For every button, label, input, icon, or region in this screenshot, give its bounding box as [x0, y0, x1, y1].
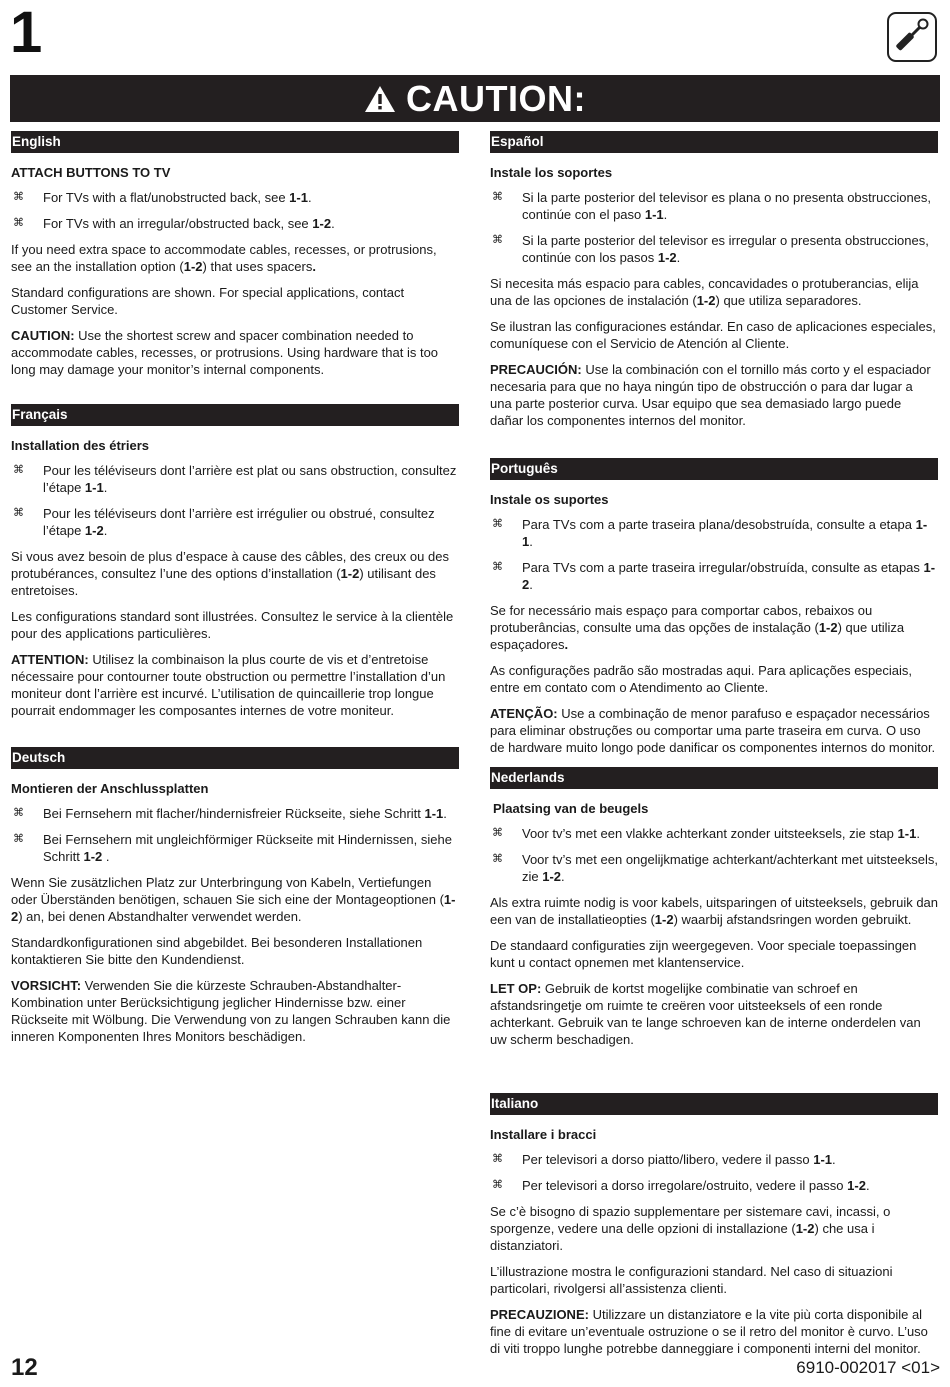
lang-bar-deutsch: Deutsch — [11, 747, 459, 769]
section-deutsch — [11, 747, 459, 1054]
bullet-icon: ⌘ — [492, 191, 503, 203]
paragraph: De standaard configuraties zijn weergegeven. Voor speciale toepassingen kunt u contact opnemen met klantenservice. — [490, 938, 917, 970]
list-item: ⌘ Per televisori a dorso irregolare/ostruito, vedere il passo 1-2. — [492, 1178, 870, 1193]
bullet-icon: ⌘ — [13, 464, 24, 476]
paragraph: Standardkonfigurationen sind abgebildet. Bei besonderen Installationen kontaktieren Sie bitte den Kundendienst. — [11, 935, 423, 967]
paragraph: Se ilustran las configuraciones estándar. En caso de aplicaciones especiales, comuníquese con el Servicio de Atención al Cliente. — [490, 319, 936, 351]
bullet-icon: ⌘ — [492, 827, 503, 839]
bullet-icon: ⌘ — [492, 518, 503, 530]
bullet-icon: ⌘ — [492, 1153, 503, 1165]
list-item: ⌘ Si la parte posterior del televisor es plana o no presenta obstrucciones, continúe con el paso 1-1. — [492, 190, 932, 222]
section-heading: ATTACH BUTTONS TO TV — [11, 165, 171, 180]
list-item: ⌘ Pour les téléviseurs dont l’arrière est plat ou sans obstruction, consultez l’étape 1-1. — [13, 463, 457, 495]
bullet-icon: ⌘ — [13, 217, 24, 229]
caution-banner — [10, 75, 940, 122]
bullet-icon: ⌘ — [13, 833, 24, 845]
lang-bar-italiano: Italiano — [490, 1093, 938, 1115]
paragraph: Si vous avez besoin de plus d’espace à cause des câbles, des creux ou des protubérances, consultez l’une des options d’installation (1-2) utilisant des entretoises. — [11, 549, 449, 598]
paragraph: Les configurations standard sont illustrées. Consultez le service à la clientèle pour des applications particulières. — [11, 609, 454, 641]
section-italiano — [490, 1093, 938, 1366]
paragraph: Se c’è bisogno di spazio supplementare per sistemare cavi, incassi, o sporgenze, vedere una delle opzioni di installazione (1-2) che usa i distanziatori. — [490, 1204, 891, 1253]
caution-paragraph: CAUTION: Use the shortest screw and spacer combination needed to accommodate cables, recesses, or protrusions. Using hardware that is too long may damage your monitor’s internal components. — [11, 328, 439, 377]
lang-bar-espanol: Español — [490, 131, 938, 153]
caution-paragraph: PRECAUZIONE: Utilizzare un distanziatore e la vite più corta disponibile al fine di evitare un’eventuale ostruzione o se il retro del monitor è curvo. L’uso di viti troppo lunghe potrebbe danneggiare i componenti interni del monitor. — [490, 1307, 928, 1356]
section-espanol — [490, 131, 938, 438]
caution-paragraph: VORSICHT: Verwenden Sie die kürzeste Schrauben-Abstandhalter-Kombination unter Berücksichtigung jeglicher Hindernisse bzw. einer Rückseite mit Wölbung. Die Verwendung von zu langen Schrauben kann die inneren Komponenten Ihres Monitors beschädigen. — [11, 978, 451, 1044]
lang-bar-english: English — [11, 131, 459, 153]
section-nederlands — [490, 767, 938, 1057]
lang-bar-nederlands: Nederlands — [490, 767, 938, 789]
list-item: ⌘ Bei Fernsehern mit flacher/hindernisfreier Rückseite, siehe Schritt 1-1. — [13, 806, 447, 821]
caution-title: CAUTION: — [406, 77, 586, 119]
list-item: ⌘ Si la parte posterior del televisor es irregular o presenta obstrucciones, continúe con los pasos 1-2. — [492, 233, 929, 265]
list-item: ⌘ Voor tv’s met een ongelijkmatige achterkant/achterkant met uitsteeksels, zie 1-2. — [492, 852, 938, 884]
bullet-icon: ⌘ — [492, 1179, 503, 1191]
document-code: 6910-002017 <01> — [796, 1358, 940, 1377]
section-heading: Instale os suportes — [490, 492, 609, 507]
section-heading: Plaatsing van de beugels — [493, 801, 649, 816]
list-item: ⌘ Pour les téléviseurs dont l’arrière est irrégulier ou obstrué, consultez l’étape 1-2. — [13, 506, 435, 538]
bullet-icon: ⌘ — [492, 853, 503, 865]
list-item: ⌘ For TVs with a flat/unobstructed back, see 1-1. — [13, 190, 312, 205]
list-item: ⌘ Bei Fernsehern mit ungleichförmiger Rückseite mit Hindernissen, siehe Schritt 1-2 . — [13, 832, 452, 864]
list-item: ⌘ Para TVs com a parte traseira irregular/obstruída, consulte as etapas 1-2. — [492, 560, 936, 592]
lang-bar-francais: Français — [11, 404, 459, 426]
list-item: ⌘ Voor tv’s met een vlakke achterkant zonder uitsteeksels, zie stap 1-1. — [492, 826, 920, 841]
bullet-icon: ⌘ — [13, 191, 24, 203]
caution-paragraph: LET OP: Gebruik de kortst mogelijke combinatie van schroef en afstandsringetje om ruimte te creëren voor uitsteeksels of een ronde achterkant. Gebruik van te lange schroeven kan de interne onderdelen van uw scherm beschadigen. — [490, 981, 921, 1047]
list-item: ⌘ For TVs with an irregular/obstructed back, see 1-2. — [13, 216, 335, 231]
section-heading: Installare i bracci — [490, 1127, 597, 1142]
paragraph: Wenn Sie zusätzlichen Platz zur Unterbringung von Kabeln, Vertiefungen oder Überständen benötigen, schauen Sie sich eine der Montageoptionen (1-2) an, bei denen Abstandhalter verwendet werden. — [11, 875, 456, 924]
paragraph: Als extra ruimte nodig is voor kabels, uitsparingen of uitsteeksels, gebruik dan een van de installatieopties (1-2) waarbij afstandsringen worden gebruikt. — [490, 895, 939, 927]
lang-bar-portugues: Português — [490, 458, 938, 480]
section-portugues — [490, 458, 938, 765]
warning-icon — [364, 85, 396, 113]
list-item: ⌘ Para TVs com a parte traseira plana/desobstruída, consulte a etapa 1-1. — [492, 517, 928, 549]
paragraph: Standard configurations are shown. For special applications, contact Customer Service. — [11, 285, 405, 317]
paragraph: As configurações padrão são mostradas aqui. Para aplicações especiais, entre em contato com o Atendimento ao Cliente. — [490, 663, 913, 695]
page-number: 12 — [11, 1354, 38, 1381]
paragraph: If you need extra space to accommodate cables, recesses, or protrusions, see an the installation option (1-2) that uses spacers. — [11, 242, 437, 274]
caution-paragraph: ATENÇÃO: Use a combinação de menor parafuso e espaçador necessários para eliminar obstruções ou comportar uma parte traseira em curva. O uso de hardware muito longo pode danificar os componentes internos do monitor. — [490, 706, 936, 755]
caution-paragraph: ATTENTION: Utilisez la combinaison la plus courte de vis et d’entretoise nécessaire pour contourner toute obstruction ou permettre l’installation d’un moniteur dont l’arrière est incurvé. L’utilisation de quincaillerie trop longue pourrait endommager les composantes internes de votre moniteur. — [11, 652, 446, 718]
bullet-icon: ⌘ — [492, 234, 503, 246]
caution-paragraph: PRECAUCIÓN: Use la combinación con el tornillo más corto y el espaciador necesaria para que no haya ningún tipo de obstrucción o para dar lugar a una parte posterior curva. Usar equipo que sea demasiado largo puede dañar los componentes internos del monitor. — [490, 362, 931, 428]
bullet-icon: ⌘ — [492, 561, 503, 573]
section-english — [11, 131, 459, 387]
section-francais — [11, 404, 459, 728]
section-heading: Installation des étriers — [11, 438, 149, 453]
paragraph: L’illustrazione mostra le configurazioni standard. Nel caso di situazioni particolari, rivolgersi all’assistenza clienti. — [490, 1264, 893, 1296]
list-item: ⌘ Per televisori a dorso piatto/libero, vedere il passo 1-1. — [492, 1152, 836, 1167]
paragraph: Se for necessário mais espaço para comportar cabos, rebaixos ou protuberâncias, consulte uma das opções de instalação (1-2) que utiliza espaçadores. — [490, 603, 905, 652]
section-heading: Instale los soportes — [490, 165, 613, 180]
screwdriver-icon — [887, 12, 937, 62]
section-heading: Montieren der Anschlussplatten — [11, 781, 209, 796]
step-number: 1 — [10, 0, 43, 65]
bullet-icon: ⌘ — [13, 507, 24, 519]
paragraph: Si necesita más espacio para cables, concavidades o protuberancias, elija una de las opciones de instalación (1-2) que utiliza separadores. — [490, 276, 919, 308]
bullet-icon: ⌘ — [13, 807, 24, 819]
